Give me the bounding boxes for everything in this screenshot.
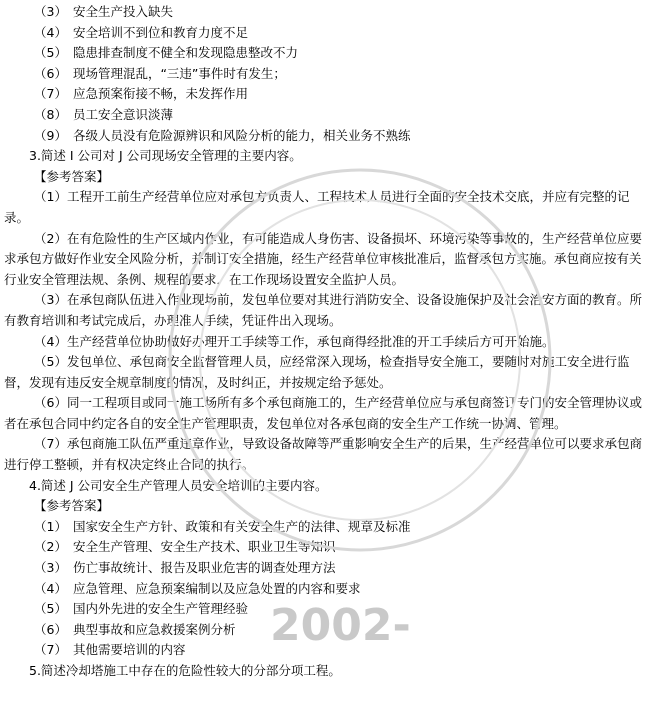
answer-header: 【参考答案】: [34, 168, 110, 184]
list-item: （3） 伤亡事故统计、报告及职业危害的调查处理方法: [34, 560, 336, 576]
answer-paragraph: （7）承包商施工队伍严重违章作业，导致设备故障等严重影响安全生产的后果，生产经营单位可以要求承包商进行停工整顿，并有权决定终止合同的执行。: [4, 436, 642, 473]
list-item: （2） 安全生产管理、安全生产技术、职业卫生等知识: [34, 539, 336, 555]
answer-paragraph: （4）生产经营单位协助做好办理开工手续等工作，承包商得经批准的开工手续后方可开始施。: [34, 333, 555, 349]
list-item: （5） 国内外先进的安全生产管理经验: [34, 601, 248, 617]
answer-paragraph: （6）同一工程项目或同一施工场所有多个承包商施工的，生产经营单位应与承包商签订专门的安全管理协议或者在承包合同中约定各自的安全生产管理职责，发包单位对各承包商的安全生产工作统一协调、管理。: [4, 395, 642, 431]
answer-paragraph: （1）工程开工前生产经营单位应对承包方负责人、工程技术人员进行全面的安全技术交底，并应有完整的记录。: [4, 189, 630, 225]
list-item: （6） 典型事故和应急救援案例分析: [34, 621, 236, 637]
list-item: （8） 员工安全意识淡薄: [34, 106, 173, 122]
question-4: [4, 476, 643, 661]
list-item: （4） 应急管理、应急预案编制以及应急处置的内容和要求: [34, 580, 361, 596]
list-item: （4） 安全培训不到位和教育力度不足: [34, 24, 248, 40]
list-a: [4, 2, 643, 146]
answer-paragraph: （5）发包单位、承包商安全监督管理人员，应经常深入现场，检查指导安全施工，要随时对施工安全进行监督，发现有违反安全规章制度的情况，及时纠正，并按规定给予惩处。: [4, 354, 630, 390]
question-heading: 3.简述 I 公司对 J 公司现场安全管理的主要内容。: [29, 148, 302, 164]
list-item: （7） 其他需要培训的内容: [34, 642, 186, 658]
list-item: （3） 安全生产投入缺失: [34, 4, 173, 19]
question-heading: 5.简述冷却塔施工中存在的危险性较大的分部分项工程。: [29, 663, 341, 678]
question-5: [4, 661, 643, 682]
question-heading: 4.简述 J 公司安全生产管理人员安全培训的主要内容。: [29, 477, 328, 493]
list-item: （6） 现场管理混乱，“三违”事件时有发生；: [34, 65, 286, 81]
list-item: （5） 隐患排查制度不健全和发现隐患整改不力: [34, 45, 298, 61]
answer-paragraph: （3）在承包商队伍进入作业现场前，发包单位要对其进行消防安全、设备设施保护及社会治安方面的教育。所有教育培训和考试完成后，办理准人手续，凭证件出入现场。: [4, 292, 642, 328]
list-item: （1） 国家安全生产方针、政策和有关安全生产的法律、规章及标准: [34, 518, 411, 534]
list-item: （9） 各级人员没有危险源辨识和风险分析的能力，相关业务不熟练: [34, 127, 411, 143]
list-item: （7） 应急预案衔接不畅，未发挥作用: [34, 86, 248, 102]
watermark-year: 2002-: [270, 600, 411, 651]
answer-paragraph: （2）在有危险性的生产区域内作业，有可能造成人身伤害、设备损坏、环境污染等事故的，生产经营单位应要求承包方做好作业安全风险分析，并制订安全措施，经生产经营单位审核批准后，监督承包方实施。承包商应按有关行业安全管理法规、条例、规程的要求，在工作现场设置安全监护人员。: [4, 230, 642, 287]
answer-header: 【参考答案】: [34, 498, 110, 514]
question-3: [4, 146, 643, 476]
